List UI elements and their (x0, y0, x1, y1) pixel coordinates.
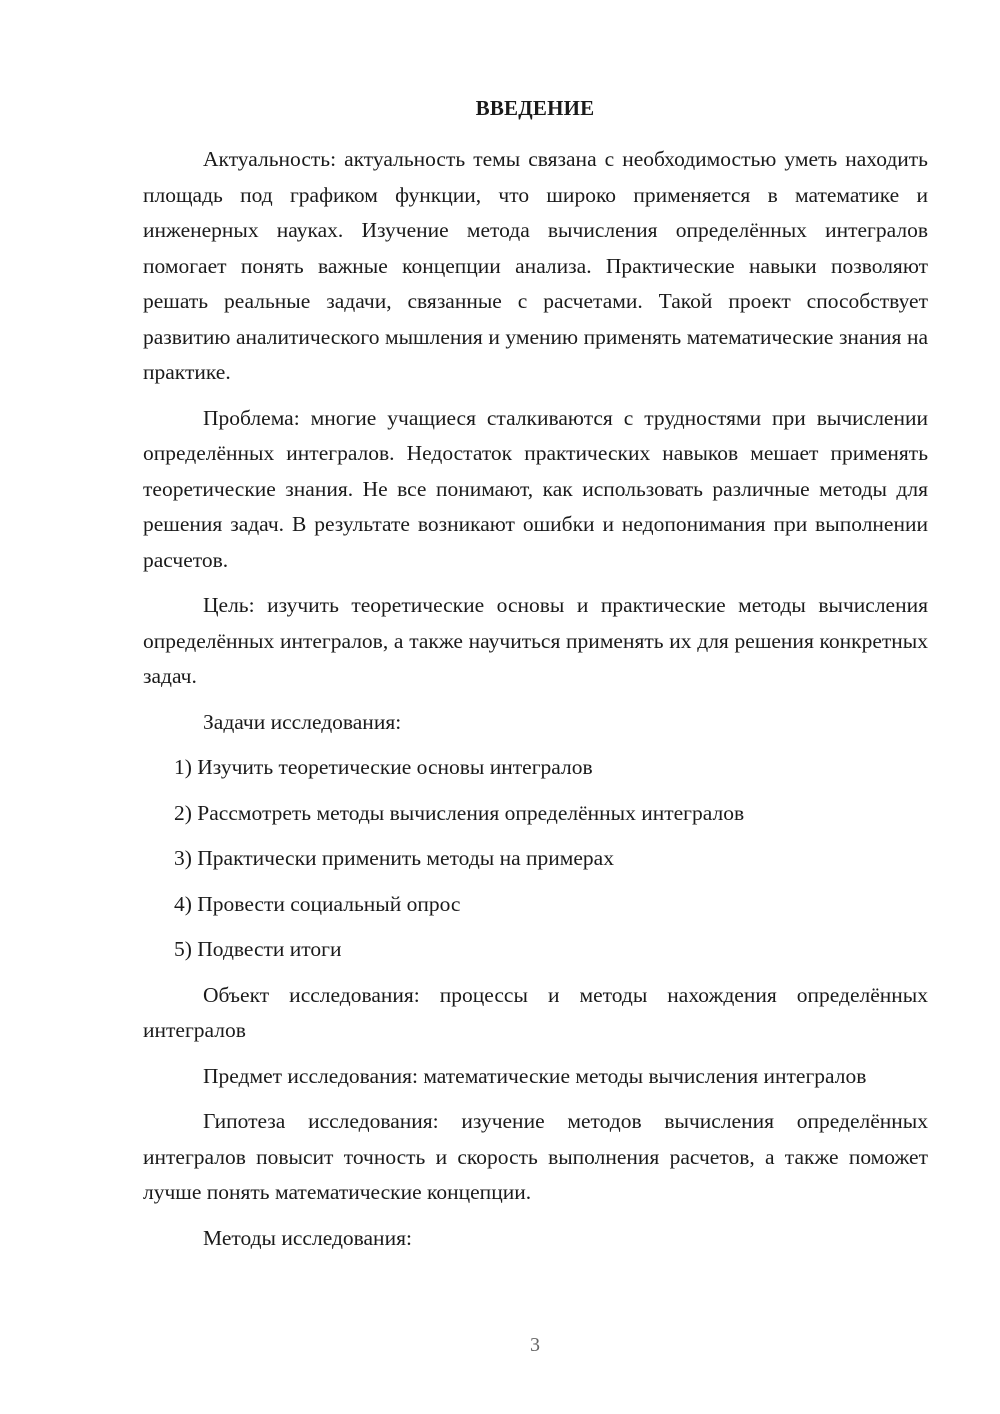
page-number: 3 (530, 1334, 540, 1356)
paragraph-relevance: Актуальность: актуальность темы связана с необходимостью уметь находить площадь под графиком функции, что широко применяется в математике и инженерных науках. Изучение метода вычисления определённых интегралов помогает понять важные концепции анализа. Практические навыки позволяют решать реальные задачи, связанные с расчетами. Такой проект способствует развитию аналитического мышления и умению применять математические знания на практике. (143, 147, 928, 384)
list-item: 3) Практически применить методы на примерах (174, 846, 614, 870)
paragraph-object: Объект исследования: процессы и методы нахождения определённых интегралов (143, 982, 928, 1042)
paragraph-subject: Предмет исследования: математические методы вычисления интегралов (203, 1063, 867, 1088)
list-item: 1) Изучить теоретические основы интегралов (174, 755, 593, 779)
paragraph-hypothesis: Гипотеза исследования: изучение методов вычисления определённых интегралов повысит точность и скорость выполнения расчетов, а также поможет лучше понять математические концепции. (143, 1109, 928, 1204)
tasks-list (143, 750, 928, 968)
document-body (143, 142, 928, 1266)
paragraph-methods-heading: Методы исследования: (203, 1225, 412, 1250)
list-item: 4) Провести социальный опрос (174, 891, 461, 916)
paragraph-problem: Проблема: многие учащиеся сталкиваются с трудностями при вычислении определённых интегралов. Недостаток практических навыков мешает применять теоретические знания. Не все понимают, как использовать различные методы для решения задач. В результате возникают ошибки и недопонимания при выполнении расчетов. (143, 405, 928, 572)
page-title: ВВЕДЕНИЕ (475, 96, 595, 120)
paragraph-tasks-heading: Задачи исследования: (203, 709, 402, 734)
paragraph-goal: Цель: изучить теоретические основы и практические методы вычисления определённых интегралов, а также научиться применять их для решения конкретных задач. (143, 593, 928, 688)
list-item: 5) Подвести итоги (174, 937, 342, 961)
list-item: 2) Рассмотреть методы вычисления определённых интегралов (174, 800, 745, 825)
